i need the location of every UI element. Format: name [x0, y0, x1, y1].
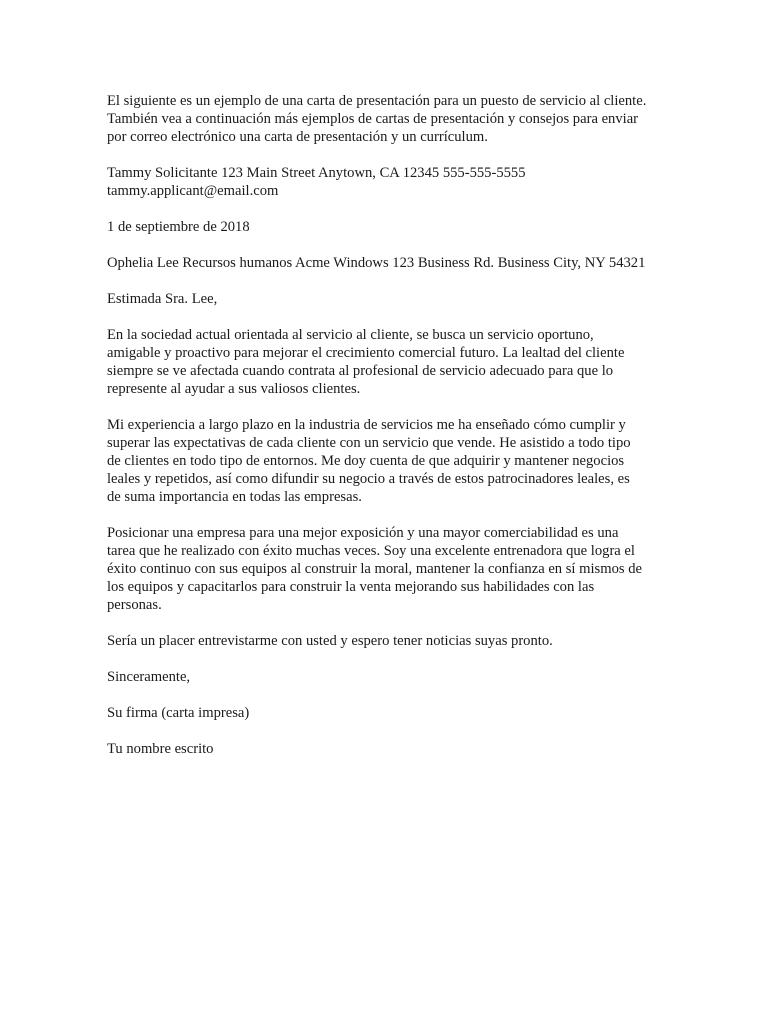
- body-paragraph-1: En la sociedad actual orientada al servicio al cliente, se busca un servicio oportuno, amigable y proactivo para mejorar el crecimiento comercial futuro. La lealtad del cliente siempre se ve afectada cuando contrata al profesional de servicio adecuado para que lo represente al ayudar a sus valiosos clientes.: [107, 327, 625, 397]
- closing-line: Sería un placer entrevistarme con usted y espero tener noticias suyas pronto.: [107, 633, 553, 649]
- salutation: Estimada Sra. Lee,: [107, 291, 218, 307]
- body-paragraph-2: Mi experiencia a largo plazo en la industria de servicios me ha enseñado cómo cumplir y superar las expectativas de cada cliente con un servicio que vende. He asistido a todo tipo de clientes en todo tipo de entornos. Me doy cuenta de que adquirir y mantener negocios leales y repetidos, así como difundir su negocio a través de estos patrocinadores leales, es de suma importancia en todas las empresas.: [107, 417, 631, 505]
- signature-line: Su firma (carta impresa): [107, 705, 250, 721]
- typed-name: Tu nombre escrito: [107, 741, 214, 757]
- body-paragraph-3: Posicionar una empresa para una mejor exposición y una mayor comerciabilidad es una tarea que he realizado con éxito muchas veces. Soy una excelente entrenadora que logra el éxito continuo con sus equipos al construir la moral, mantener la confianza en sí mismos de los equipos y capacitarlos para construir la venta mejorando sus habilidades con las personas.: [107, 525, 642, 613]
- letter-date: 1 de septiembre de 2018: [107, 219, 250, 235]
- sign-off: Sinceramente,: [107, 669, 191, 685]
- recipient-address: Ophelia Lee Recursos humanos Acme Windows 123 Business Rd. Business City, NY 54321: [107, 255, 646, 271]
- intro-paragraph: El siguiente es un ejemplo de una carta de presentación para un puesto de servicio al cliente. También vea a continuación más ejemplos de cartas de presentación y consejos para enviar por correo electrónico una carta de presentación y un currículum.: [107, 93, 647, 145]
- sender-address: Tammy Solicitante 123 Main Street Anytown, CA 12345 555-555-5555 tammy.applicant@email.com: [107, 165, 526, 199]
- cover-letter: [107, 92, 647, 776]
